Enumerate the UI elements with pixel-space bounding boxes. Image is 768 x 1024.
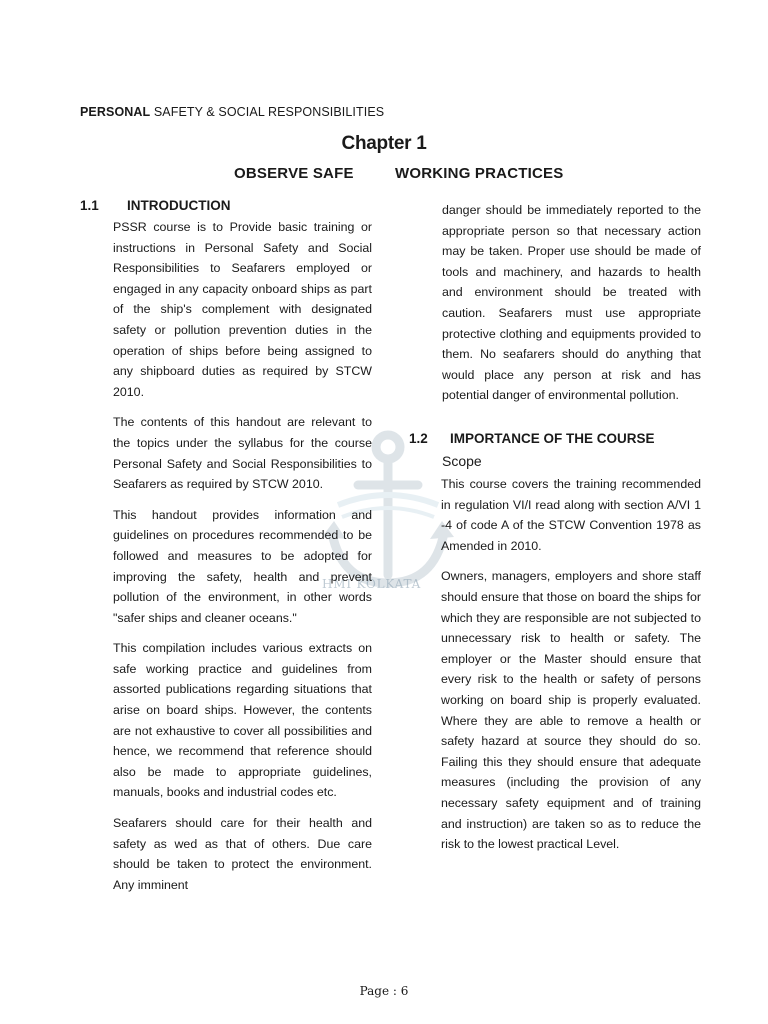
running-head-rest: SAFETY & SOCIAL RESPONSIBILITIES [150, 105, 385, 119]
chapter-subtitle-left: OBSERVE SAFE [234, 165, 354, 182]
section-1-1-heading: INTRODUCTION [127, 198, 231, 213]
intro-paragraph-2: The contents of this handout are relevant to the topics under the syllabus for the course Personal Safety and Social Responsibilities to Seafarers as required by STCW 2010. [113, 415, 372, 492]
section-1-2-heading: IMPORTANCE OF THE COURSE [450, 431, 655, 446]
intro-paragraph-3: This handout provides information and guidelines on procedures recommended to be followed and measures to be adopted for improving the safety, health and prevent pollution of the environment, in other words "safer ships and cleaner oceans." [113, 507, 372, 625]
chapter-subtitle-right: WORKING PRACTICES [395, 165, 564, 182]
intro-paragraph-1: PSSR course is to Provide basic training or instructions in Personal Safety and Social Responsibilities to Seafarers employed or engaged in any capacity onboard ships as part of the ship's complement with designated safety or pollution prevention duties in the operation of ships before being assigned to any shipboard duties as required by STCW 2010. [113, 220, 372, 399]
running-head [80, 105, 384, 119]
intro-continuation-paragraph: danger should be immediately reported to the appropriate person so that necessary action may be taken. Proper use should be made of tools and machinery, and hazards to health and environment should be treated with caution. Seafarers must use appropriate protective clothing and equipments provided to them. No seafarers should do anything that would place any person at risk and has potential danger of environmental pollution. [442, 203, 701, 403]
page-number: Page : 6 [359, 984, 409, 998]
scope-subheading: Scope [442, 453, 482, 469]
chapter-title: Chapter 1 [341, 133, 427, 154]
right-column-continuation [442, 200, 701, 416]
scope-paragraph-1: This course covers the training recommended in regulation VI/I read along with section A/VI 1 -4 of code A of the STCW Convention 1978 as Amended in 2010. [441, 477, 701, 553]
watermark-text: HMI KOLKATA [322, 577, 422, 591]
running-head-bold: PERSONAL [80, 105, 151, 119]
intro-paragraph-4: This compilation includes various extracts on safe working practice and guidelines from assorted publications regarding situations that arise on board ships. However, the contents are not exhaustive to cover all possibilities and hence, we recommend that reference should also be made to appropriate guidelines, manuals, books and industrial codes etc. [113, 641, 372, 800]
intro-paragraph-5: Seafarers should care for their health and safety as wed as that of others. Due care should be taken to protect the environment. Any imminent [113, 816, 372, 892]
section-1-1-number: 1.1 [80, 198, 99, 213]
section-1-2-number: 1.2 [409, 431, 428, 446]
left-column [113, 217, 372, 905]
scope-paragraph-2: Owners, managers, employers and shore staff should ensure that those on board the ships for which they are responsible are not subjected to unnecessary risk to health or safety. The employer or the Master should ensure that every risk to the health or safety of persons working on board ship is properly evaluated. Where they are able to remove a health or safety hazard at source they should do so. Failing this they should ensure that adequate measures (including the provision of any necessary safety equipment and of training and instruction) are taken so as to reduce the risk to the lowest practical Level. [441, 569, 701, 852]
right-column-section-1-2 [441, 474, 701, 865]
